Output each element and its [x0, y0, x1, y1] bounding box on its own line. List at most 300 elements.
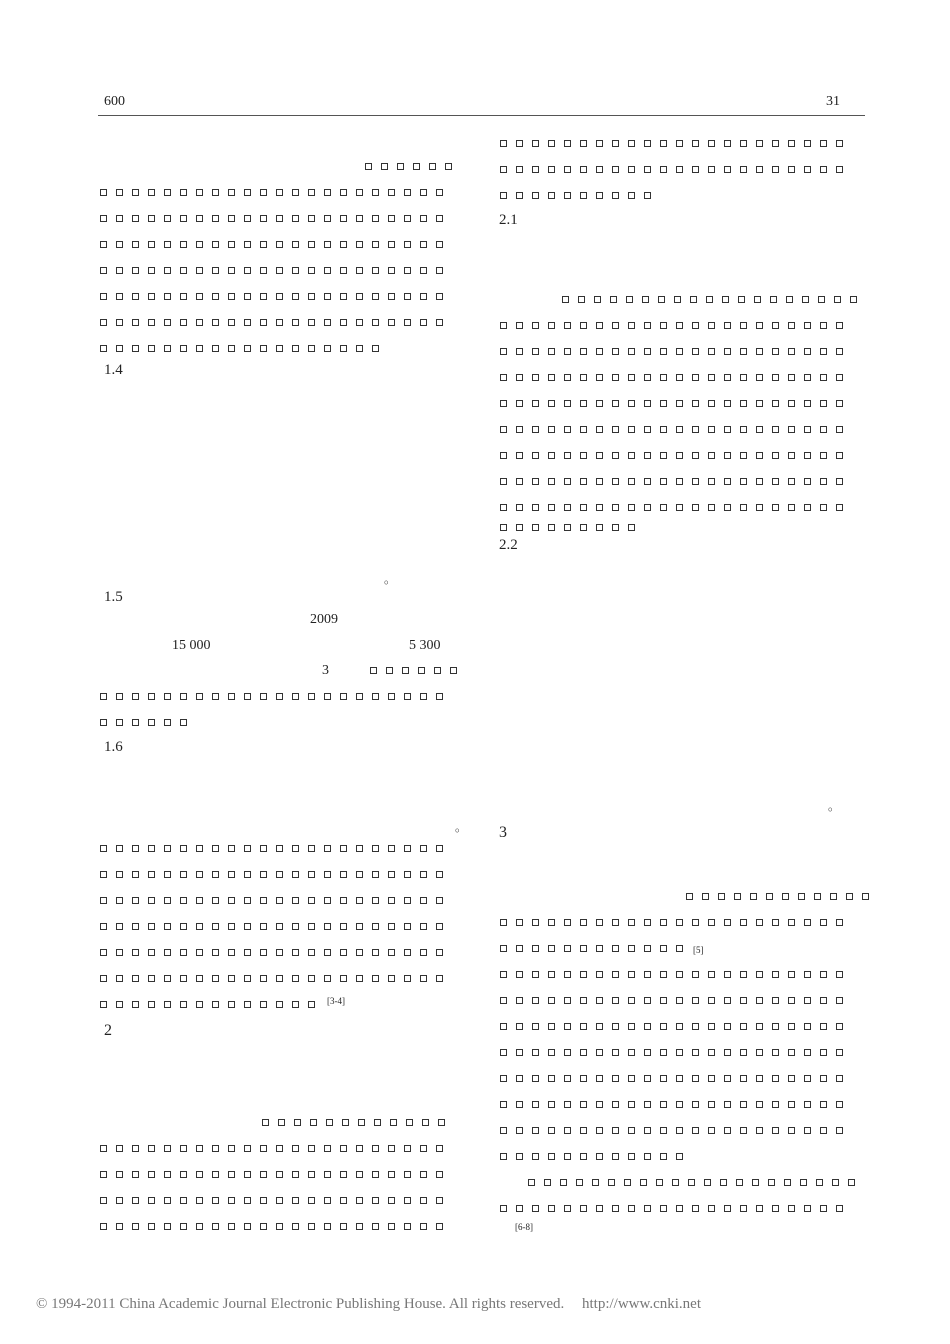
missing-glyph-box — [260, 897, 267, 904]
missing-glyph-box — [740, 348, 747, 355]
missing-glyph-box — [644, 192, 651, 199]
missing-glyph-box — [196, 1001, 203, 1008]
missing-glyph-box — [372, 949, 379, 956]
missing-glyph-box — [708, 1205, 715, 1212]
section-1-6: 1.6 — [104, 739, 123, 755]
missing-glyph-box — [628, 192, 635, 199]
missing-glyph-box — [212, 319, 219, 326]
missing-glyph-box — [212, 215, 219, 222]
missing-glyph-box — [116, 241, 123, 248]
missing-glyph-box — [692, 1205, 699, 1212]
glyph-row — [100, 690, 452, 704]
missing-glyph-box — [404, 241, 411, 248]
missing-glyph-box — [836, 971, 843, 978]
missing-glyph-box — [596, 919, 603, 926]
missing-glyph-box — [292, 1001, 299, 1008]
missing-glyph-box — [580, 192, 587, 199]
missing-glyph-box — [548, 192, 555, 199]
missing-glyph-box — [100, 1145, 107, 1152]
missing-glyph-box — [628, 1101, 635, 1108]
missing-glyph-box — [596, 192, 603, 199]
missing-glyph-box — [308, 923, 315, 930]
missing-glyph-box — [308, 1197, 315, 1204]
missing-glyph-box — [372, 345, 379, 352]
missing-glyph-box — [772, 1101, 779, 1108]
page-number: 600 — [104, 94, 125, 109]
missing-glyph-box — [788, 1101, 795, 1108]
missing-glyph-box — [356, 845, 363, 852]
missing-glyph-box — [628, 452, 635, 459]
missing-glyph-box — [388, 1145, 395, 1152]
missing-glyph-box — [676, 140, 683, 147]
missing-glyph-box — [420, 975, 427, 982]
missing-glyph-box — [180, 949, 187, 956]
reference-5: [5] — [693, 945, 704, 955]
missing-glyph-box — [420, 897, 427, 904]
missing-glyph-box — [436, 897, 443, 904]
glyph-row — [500, 371, 852, 385]
missing-glyph-box — [116, 267, 123, 274]
missing-glyph-box — [756, 919, 763, 926]
missing-glyph-box — [820, 1101, 827, 1108]
missing-glyph-box — [708, 348, 715, 355]
footer-url[interactable]: http://www.cnki.net — [582, 1296, 702, 1312]
glyph-row — [365, 160, 461, 174]
missing-glyph-box — [628, 1127, 635, 1134]
missing-glyph-box — [564, 1101, 571, 1108]
missing-glyph-box — [308, 693, 315, 700]
missing-glyph-box — [592, 1179, 599, 1186]
missing-glyph-box — [532, 478, 539, 485]
missing-glyph-box — [180, 871, 187, 878]
missing-glyph-box — [740, 426, 747, 433]
missing-glyph-box — [404, 1197, 411, 1204]
missing-glyph-box — [292, 189, 299, 196]
missing-glyph-box — [660, 166, 667, 173]
missing-glyph-box — [644, 1049, 651, 1056]
missing-glyph-box — [532, 1127, 539, 1134]
missing-glyph-box — [100, 949, 107, 956]
glyph-row — [100, 264, 452, 278]
missing-glyph-box — [260, 871, 267, 878]
missing-glyph-box — [772, 1075, 779, 1082]
missing-glyph-box — [612, 1205, 619, 1212]
missing-glyph-box — [862, 893, 869, 900]
missing-glyph-box — [436, 693, 443, 700]
missing-glyph-box — [308, 975, 315, 982]
missing-glyph-box — [148, 1171, 155, 1178]
missing-glyph-box — [500, 1049, 507, 1056]
missing-glyph-box — [148, 871, 155, 878]
missing-glyph-box — [276, 319, 283, 326]
missing-glyph-box — [802, 296, 809, 303]
missing-glyph-box — [132, 693, 139, 700]
missing-glyph-box — [212, 345, 219, 352]
missing-glyph-box — [180, 693, 187, 700]
missing-glyph-box — [564, 504, 571, 511]
missing-glyph-box — [740, 452, 747, 459]
missing-glyph-box — [420, 1145, 427, 1152]
missing-glyph-box — [612, 524, 619, 531]
missing-glyph-box — [132, 923, 139, 930]
missing-glyph-box — [624, 1179, 631, 1186]
missing-glyph-box — [628, 945, 635, 952]
missing-glyph-box — [148, 923, 155, 930]
glyph-row — [500, 1072, 852, 1086]
missing-glyph-box — [548, 452, 555, 459]
missing-glyph-box — [564, 452, 571, 459]
glyph-row — [500, 163, 852, 177]
missing-glyph-box — [756, 452, 763, 459]
missing-glyph-box — [292, 345, 299, 352]
missing-glyph-box — [846, 893, 853, 900]
missing-glyph-box — [500, 166, 507, 173]
missing-glyph-box — [676, 1153, 683, 1160]
missing-glyph-box — [644, 140, 651, 147]
missing-glyph-box — [100, 693, 107, 700]
missing-glyph-box — [708, 400, 715, 407]
missing-glyph-box — [692, 1049, 699, 1056]
glyph-row — [500, 1098, 852, 1112]
missing-glyph-box — [420, 241, 427, 248]
missing-glyph-box — [692, 452, 699, 459]
period-mark: 。 — [384, 572, 397, 586]
missing-glyph-box — [370, 667, 377, 674]
missing-glyph-box — [612, 1049, 619, 1056]
missing-glyph-box — [164, 267, 171, 274]
missing-glyph-box — [100, 897, 107, 904]
year-value: 2009 — [310, 612, 338, 627]
missing-glyph-box — [436, 1223, 443, 1230]
missing-glyph-box — [564, 919, 571, 926]
missing-glyph-box — [660, 1127, 667, 1134]
missing-glyph-box — [196, 975, 203, 982]
missing-glyph-box — [708, 322, 715, 329]
missing-glyph-box — [276, 897, 283, 904]
missing-glyph-box — [356, 189, 363, 196]
missing-glyph-box — [244, 215, 251, 222]
missing-glyph-box — [814, 893, 821, 900]
missing-glyph-box — [180, 319, 187, 326]
missing-glyph-box — [564, 1049, 571, 1056]
missing-glyph-box — [788, 140, 795, 147]
missing-glyph-box — [276, 975, 283, 982]
missing-glyph-box — [596, 322, 603, 329]
missing-glyph-box — [324, 241, 331, 248]
missing-glyph-box — [660, 452, 667, 459]
missing-glyph-box — [340, 241, 347, 248]
missing-glyph-box — [564, 192, 571, 199]
missing-glyph-box — [660, 400, 667, 407]
missing-glyph-box — [836, 919, 843, 926]
missing-glyph-box — [708, 166, 715, 173]
missing-glyph-box — [500, 524, 507, 531]
missing-glyph-box — [788, 504, 795, 511]
missing-glyph-box — [660, 1205, 667, 1212]
missing-glyph-box — [548, 1153, 555, 1160]
missing-glyph-box — [708, 1101, 715, 1108]
missing-glyph-box — [388, 871, 395, 878]
missing-glyph-box — [628, 524, 635, 531]
missing-glyph-box — [644, 348, 651, 355]
missing-glyph-box — [292, 1145, 299, 1152]
missing-glyph-box — [644, 1205, 651, 1212]
missing-glyph-box — [116, 1223, 123, 1230]
missing-glyph-box — [292, 845, 299, 852]
missing-glyph-box — [212, 267, 219, 274]
missing-glyph-box — [658, 296, 665, 303]
missing-glyph-box — [212, 975, 219, 982]
missing-glyph-box — [324, 693, 331, 700]
missing-glyph-box — [676, 426, 683, 433]
missing-glyph-box — [724, 400, 731, 407]
missing-glyph-box — [260, 293, 267, 300]
missing-glyph-box — [164, 189, 171, 196]
missing-glyph-box — [196, 345, 203, 352]
missing-glyph-box — [164, 897, 171, 904]
missing-glyph-box — [708, 374, 715, 381]
missing-glyph-box — [276, 241, 283, 248]
missing-glyph-box — [413, 163, 420, 170]
missing-glyph-box — [836, 1075, 843, 1082]
missing-glyph-box — [420, 189, 427, 196]
missing-glyph-box — [132, 845, 139, 852]
missing-glyph-box — [580, 1205, 587, 1212]
missing-glyph-box — [180, 1145, 187, 1152]
glyph-row — [100, 868, 452, 882]
missing-glyph-box — [548, 348, 555, 355]
missing-glyph-box — [196, 215, 203, 222]
missing-glyph-box — [116, 1171, 123, 1178]
glyph-row — [100, 342, 388, 356]
missing-glyph-box — [438, 1119, 445, 1126]
missing-glyph-box — [676, 1101, 683, 1108]
missing-glyph-box — [564, 322, 571, 329]
missing-glyph-box — [420, 949, 427, 956]
missing-glyph-box — [612, 166, 619, 173]
missing-glyph-box — [372, 241, 379, 248]
missing-glyph-box — [548, 997, 555, 1004]
missing-glyph-box — [500, 997, 507, 1004]
missing-glyph-box — [676, 919, 683, 926]
missing-glyph-box — [596, 997, 603, 1004]
missing-glyph-box — [420, 267, 427, 274]
missing-glyph-box — [260, 949, 267, 956]
missing-glyph-box — [564, 1127, 571, 1134]
missing-glyph-box — [180, 267, 187, 274]
copyright-text: © 1994-2011 China Academic Journal Electronic Publishing House. All rights reserved. — [36, 1296, 565, 1312]
glyph-row — [100, 1142, 452, 1156]
section-2-2: 2.2 — [499, 537, 518, 553]
missing-glyph-box — [836, 1127, 843, 1134]
missing-glyph-box — [564, 524, 571, 531]
missing-glyph-box — [244, 923, 251, 930]
missing-glyph-box — [772, 166, 779, 173]
missing-glyph-box — [708, 426, 715, 433]
missing-glyph-box — [228, 949, 235, 956]
missing-glyph-box — [180, 189, 187, 196]
missing-glyph-box — [692, 400, 699, 407]
missing-glyph-box — [500, 971, 507, 978]
period-mark: 。 — [455, 820, 468, 834]
missing-glyph-box — [500, 452, 507, 459]
missing-glyph-box — [532, 322, 539, 329]
missing-glyph-box — [836, 1205, 843, 1212]
missing-glyph-box — [381, 163, 388, 170]
missing-glyph-box — [692, 1023, 699, 1030]
missing-glyph-box — [628, 140, 635, 147]
missing-glyph-box — [786, 296, 793, 303]
missing-glyph-box — [660, 504, 667, 511]
missing-glyph-box — [196, 949, 203, 956]
missing-glyph-box — [580, 1049, 587, 1056]
missing-glyph-box — [548, 524, 555, 531]
missing-glyph-box — [324, 897, 331, 904]
missing-glyph-box — [148, 345, 155, 352]
count-value-b: 5 300 — [409, 638, 441, 653]
missing-glyph-box — [548, 426, 555, 433]
missing-glyph-box — [164, 719, 171, 726]
missing-glyph-box — [612, 945, 619, 952]
missing-glyph-box — [644, 400, 651, 407]
missing-glyph-box — [676, 374, 683, 381]
missing-glyph-box — [836, 426, 843, 433]
missing-glyph-box — [628, 919, 635, 926]
missing-glyph-box — [788, 997, 795, 1004]
missing-glyph-box — [724, 504, 731, 511]
missing-glyph-box — [708, 1127, 715, 1134]
missing-glyph-box — [532, 374, 539, 381]
missing-glyph-box — [516, 192, 523, 199]
missing-glyph-box — [228, 267, 235, 274]
glyph-row — [100, 894, 452, 908]
missing-glyph-box — [132, 897, 139, 904]
missing-glyph-box — [750, 893, 757, 900]
missing-glyph-box — [564, 478, 571, 485]
missing-glyph-box — [340, 949, 347, 956]
missing-glyph-box — [660, 322, 667, 329]
missing-glyph-box — [324, 1223, 331, 1230]
missing-glyph-box — [756, 478, 763, 485]
missing-glyph-box — [628, 971, 635, 978]
missing-glyph-box — [756, 1049, 763, 1056]
missing-glyph-box — [196, 293, 203, 300]
missing-glyph-box — [372, 975, 379, 982]
missing-glyph-box — [132, 949, 139, 956]
missing-glyph-box — [850, 296, 857, 303]
missing-glyph-box — [100, 1197, 107, 1204]
missing-glyph-box — [548, 322, 555, 329]
missing-glyph-box — [772, 426, 779, 433]
missing-glyph-box — [628, 426, 635, 433]
missing-glyph-box — [196, 1223, 203, 1230]
missing-glyph-box — [644, 478, 651, 485]
missing-glyph-box — [820, 426, 827, 433]
missing-glyph-box — [500, 478, 507, 485]
missing-glyph-box — [500, 374, 507, 381]
missing-glyph-box — [788, 452, 795, 459]
missing-glyph-box — [436, 241, 443, 248]
missing-glyph-box — [516, 524, 523, 531]
missing-glyph-box — [548, 478, 555, 485]
missing-glyph-box — [836, 166, 843, 173]
missing-glyph-box — [516, 478, 523, 485]
missing-glyph-box — [580, 919, 587, 926]
missing-glyph-box — [740, 140, 747, 147]
missing-glyph-box — [788, 1023, 795, 1030]
missing-glyph-box — [388, 1223, 395, 1230]
missing-glyph-box — [404, 215, 411, 222]
missing-glyph-box — [576, 1179, 583, 1186]
missing-glyph-box — [244, 1223, 251, 1230]
missing-glyph-box — [228, 693, 235, 700]
missing-glyph-box — [164, 975, 171, 982]
missing-glyph-box — [212, 871, 219, 878]
missing-glyph-box — [365, 163, 372, 170]
missing-glyph-box — [708, 1049, 715, 1056]
missing-glyph-box — [644, 997, 651, 1004]
missing-glyph-box — [848, 1179, 855, 1186]
missing-glyph-box — [100, 189, 107, 196]
missing-glyph-box — [212, 693, 219, 700]
missing-glyph-box — [148, 949, 155, 956]
missing-glyph-box — [836, 140, 843, 147]
missing-glyph-box — [260, 345, 267, 352]
missing-glyph-box — [260, 1223, 267, 1230]
missing-glyph-box — [180, 1223, 187, 1230]
missing-glyph-box — [596, 478, 603, 485]
missing-glyph-box — [436, 871, 443, 878]
missing-glyph-box — [804, 426, 811, 433]
missing-glyph-box — [756, 374, 763, 381]
missing-glyph-box — [612, 971, 619, 978]
missing-glyph-box — [388, 923, 395, 930]
glyph-row — [528, 1176, 864, 1190]
glyph-row — [100, 316, 452, 330]
missing-glyph-box — [594, 296, 601, 303]
missing-glyph-box — [532, 1075, 539, 1082]
glyph-row — [100, 998, 324, 1012]
missing-glyph-box — [836, 1101, 843, 1108]
missing-glyph-box — [212, 1145, 219, 1152]
missing-glyph-box — [116, 1197, 123, 1204]
missing-glyph-box — [676, 322, 683, 329]
glyph-row — [100, 1194, 452, 1208]
missing-glyph-box — [436, 267, 443, 274]
missing-glyph-box — [308, 1171, 315, 1178]
missing-glyph-box — [676, 478, 683, 485]
missing-glyph-box — [308, 189, 315, 196]
missing-glyph-box — [756, 1205, 763, 1212]
missing-glyph-box — [228, 1171, 235, 1178]
missing-glyph-box — [404, 693, 411, 700]
missing-glyph-box — [548, 400, 555, 407]
missing-glyph-box — [326, 1119, 333, 1126]
missing-glyph-box — [772, 348, 779, 355]
missing-glyph-box — [692, 971, 699, 978]
missing-glyph-box — [116, 1001, 123, 1008]
missing-glyph-box — [388, 975, 395, 982]
missing-glyph-box — [772, 478, 779, 485]
glyph-row — [100, 842, 452, 856]
missing-glyph-box — [596, 524, 603, 531]
missing-glyph-box — [644, 374, 651, 381]
missing-glyph-box — [660, 997, 667, 1004]
missing-glyph-box — [532, 1101, 539, 1108]
glyph-row — [500, 345, 852, 359]
missing-glyph-box — [724, 1049, 731, 1056]
missing-glyph-box — [820, 971, 827, 978]
